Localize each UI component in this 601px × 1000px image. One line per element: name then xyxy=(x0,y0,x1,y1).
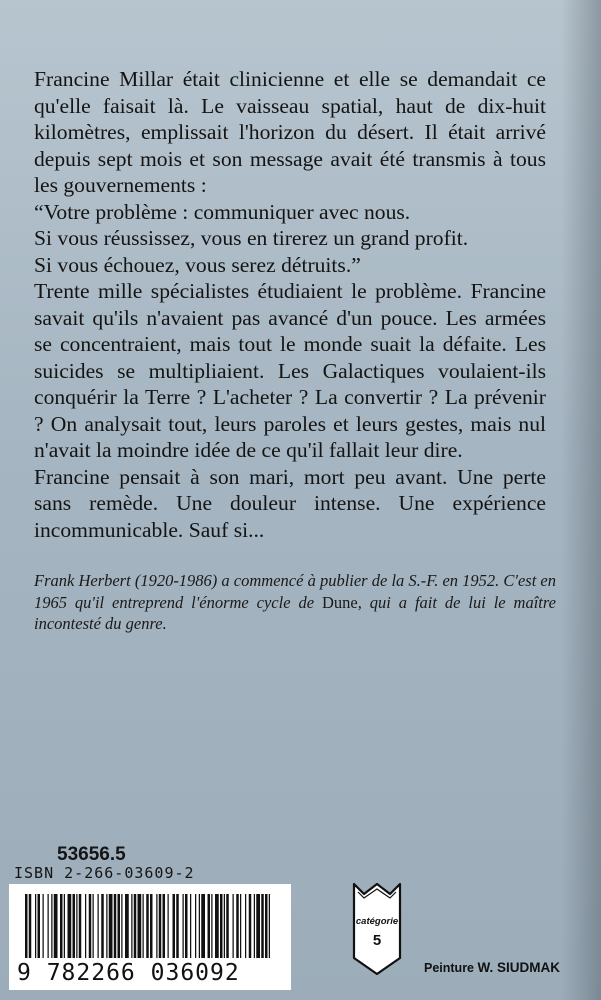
barcode-bar xyxy=(146,894,149,958)
synopsis xyxy=(34,66,546,543)
barcode-bar xyxy=(208,894,211,958)
barcode-bar xyxy=(131,894,132,958)
barcode-bar xyxy=(199,894,200,958)
barcode-bar xyxy=(261,894,264,958)
barcode-bar xyxy=(163,894,166,958)
category-badge-shape xyxy=(350,880,404,976)
barcode-bar xyxy=(43,894,44,958)
synopsis-paragraph: Francine pensait à son mari, mort peu avant. Une perte sans remède. Une douleur intense. Une expérience incommunicable. Sauf si... xyxy=(34,464,546,542)
barcode-bar xyxy=(254,894,255,958)
barcode xyxy=(9,884,291,990)
barcode-bar xyxy=(38,894,41,958)
author-bio-text-end: , qui a fait de lui le maître incontesté du genre. xyxy=(34,592,557,633)
barcode-bar xyxy=(29,894,32,958)
barcode-bar xyxy=(68,894,72,958)
barcode-bar xyxy=(249,894,252,958)
synopsis-paragraph: Trente mille spécialistes étudiaient le problème. Francine savait qu'ils n'avaient pas avancé d'un pouce. Les armées se concentraient, mais tout le monde suait la défaite. Les suicides se multipliaient. Les Galactiques voulaient-ils conquérir la Terre ? L'acheter ? La convertir ? La prévenir ? On analysait tout, leurs paroles et leurs gestes, mais nul n'avait la moindre idée de ce qu'il fallait leur dire. xyxy=(34,279,546,462)
barcode-bar xyxy=(220,894,223,958)
barcode-bar xyxy=(79,894,82,958)
barcode-bar xyxy=(159,894,162,958)
barcode-bar xyxy=(51,894,52,958)
category-label: catégorie xyxy=(355,916,399,927)
barcode-bar xyxy=(173,894,176,958)
barcode-number: 9 782266 036092 xyxy=(17,960,240,986)
barcode-bar xyxy=(224,894,225,958)
barcode-bar xyxy=(168,894,169,958)
credit-artist: W. SIUDMAK xyxy=(477,960,560,975)
barcode-bar xyxy=(106,894,107,958)
barcode-bar xyxy=(233,894,234,958)
barcode-bar xyxy=(185,894,188,958)
isbn-text: ISBN 2-266-03609-2 xyxy=(14,864,195,882)
author-bio-book-title: Dune xyxy=(321,592,358,612)
barcode-bar xyxy=(25,894,28,958)
category-number: 5 xyxy=(372,932,382,949)
barcode-bar xyxy=(121,894,122,958)
barcode-bars xyxy=(25,894,275,958)
barcode-bar xyxy=(98,894,99,958)
author-bio-text: Frank Herbert (1920-1986) a commencé à publier de la S.-F. en 1952. C'est en 1965 qu'il entreprend l'énorme cycle de xyxy=(34,571,556,612)
barcode-bar xyxy=(215,894,219,958)
barcode-bar xyxy=(125,894,129,958)
barcode-bar xyxy=(85,894,86,958)
author-bio xyxy=(34,570,556,635)
cover-edge-shadow xyxy=(561,0,601,1000)
barcode-bar xyxy=(76,894,77,958)
synopsis-quote-line: Si vous réussissez, vous en tirerez un grand profit. xyxy=(34,226,469,250)
barcode-bar xyxy=(190,894,191,958)
barcode-bar xyxy=(183,894,184,958)
barcode-bar xyxy=(48,894,49,958)
barcode-bar xyxy=(245,894,246,958)
barcode-bar xyxy=(143,894,144,958)
barcode-bar xyxy=(114,894,117,958)
barcode-bar xyxy=(195,894,196,958)
barcode-bar xyxy=(236,894,239,958)
book-code: 53656.5 xyxy=(57,844,126,865)
barcode-bar xyxy=(150,894,153,958)
barcode-bar xyxy=(60,894,63,958)
barcode-bar xyxy=(256,894,260,958)
barcode-bar xyxy=(101,894,104,958)
barcode-bar xyxy=(201,894,205,958)
barcode-bar xyxy=(240,894,241,958)
barcode-bar xyxy=(134,894,137,958)
barcode-bar xyxy=(109,894,113,958)
barcode-bar xyxy=(93,894,94,958)
credit-prefix: Peinture xyxy=(424,961,475,975)
category-badge xyxy=(350,880,404,976)
barcode-bar xyxy=(156,894,157,958)
barcode-bar xyxy=(35,894,36,958)
barcode-bar xyxy=(176,894,179,958)
barcode-bar xyxy=(226,894,229,958)
synopsis-paragraph: Francine Millar était clinicienne et elle se demandait ce qu'elle faisait là. Le vaisseau spatial, haut de dix-huit kilomètres, emplissait l'horizon du désert. Il était arrivé depuis sept mois et son message avait été transmis à tous les gouvernements : xyxy=(34,67,546,197)
barcode-bar xyxy=(265,894,268,958)
barcode-bar xyxy=(89,894,92,958)
barcode-bar xyxy=(138,894,142,958)
synopsis-quote-line: “Votre problème : communiquer avec nous. xyxy=(34,199,411,224)
barcode-bar xyxy=(269,894,270,958)
barcode-bar xyxy=(211,894,212,958)
barcode-bar xyxy=(54,894,58,958)
synopsis-quote-line: Si vous échouez, vous serez détruits.” xyxy=(34,252,361,277)
barcode-bar xyxy=(64,894,65,958)
barcode-bar xyxy=(118,894,121,958)
cover-art-credit xyxy=(424,960,560,975)
barcode-bar xyxy=(73,894,76,958)
